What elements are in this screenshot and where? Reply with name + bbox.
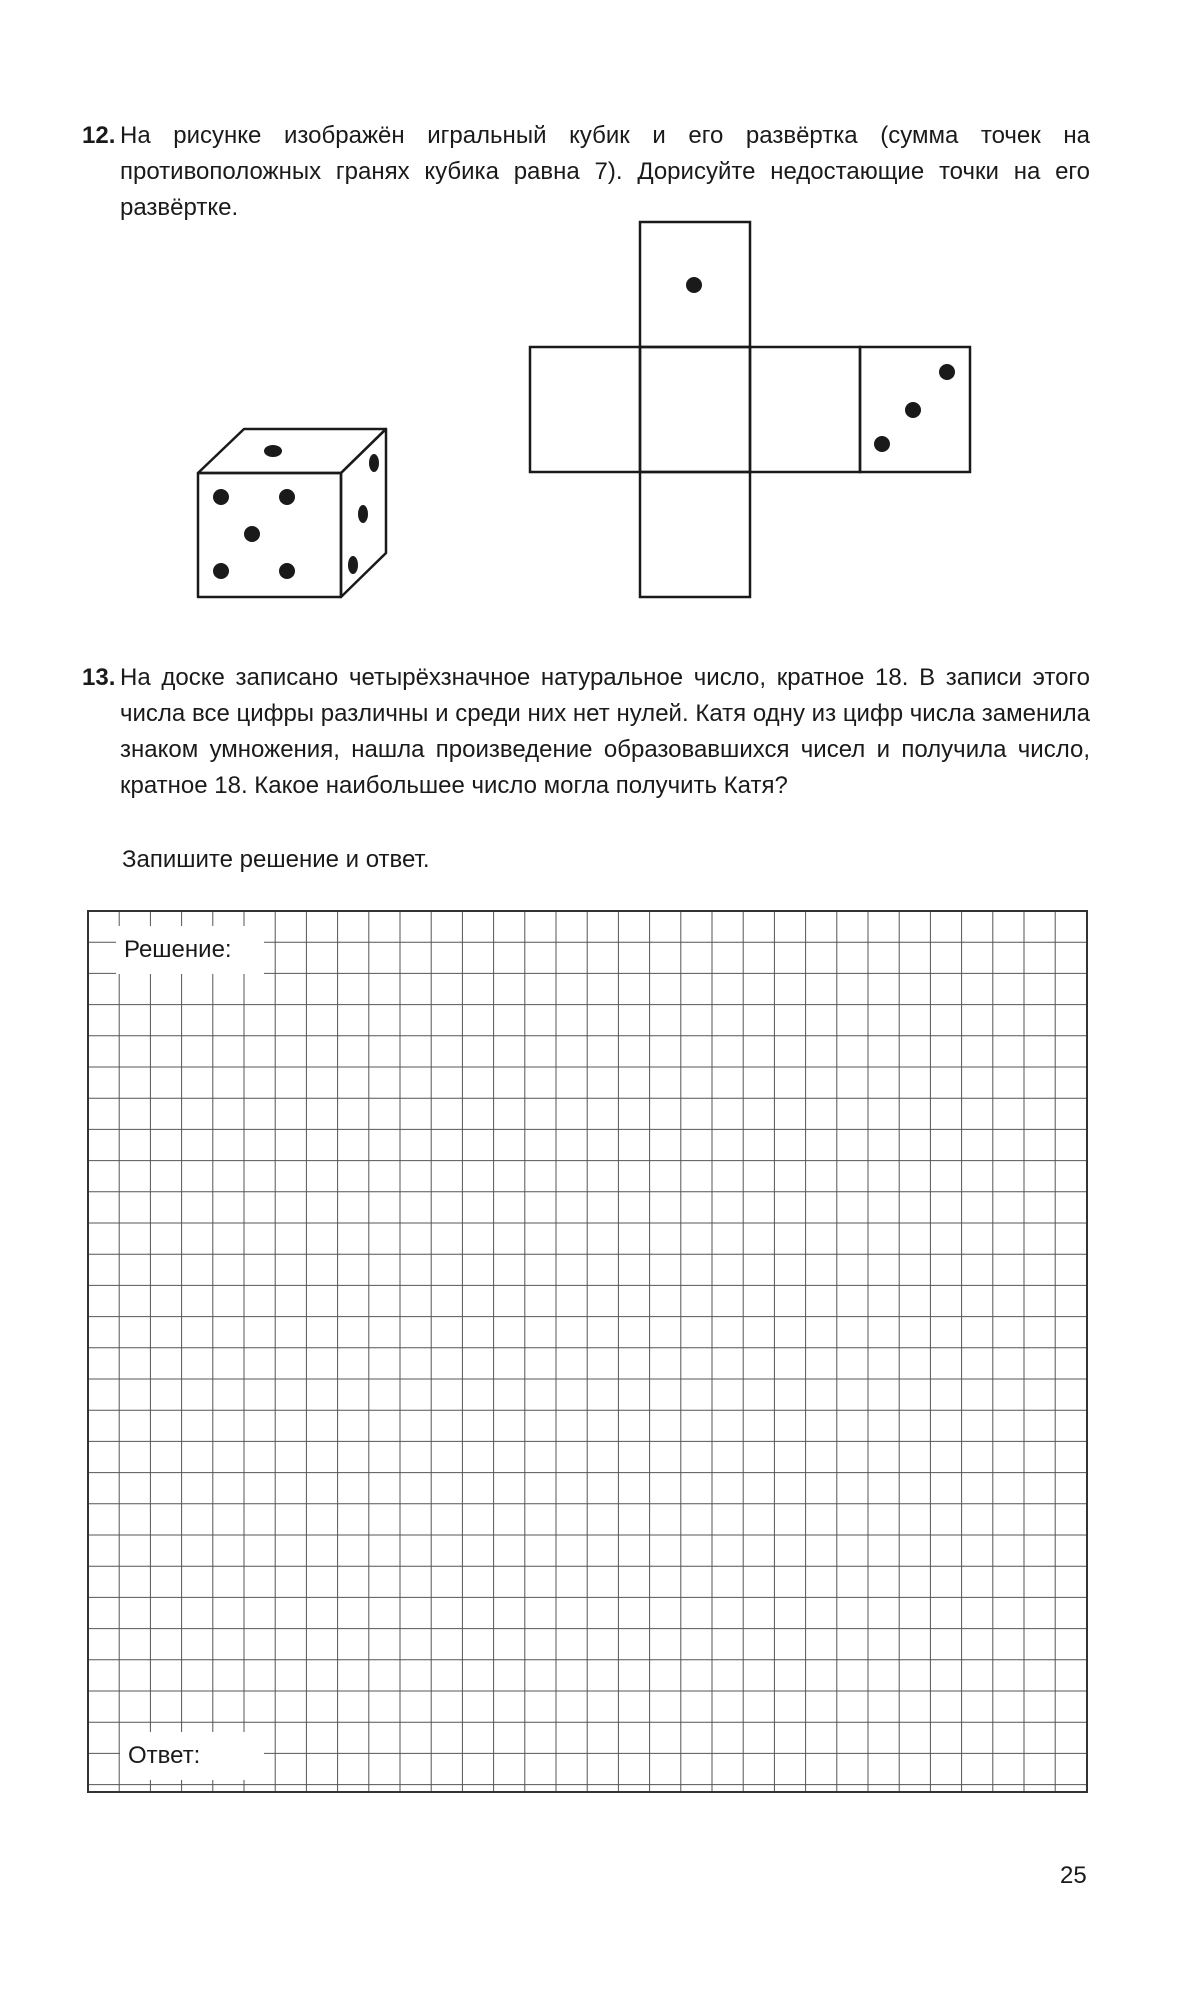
- problem-13: [82, 660, 1090, 804]
- cube-front-dot: [279, 563, 295, 579]
- cube-side-dot: [358, 505, 368, 523]
- net-dot: [939, 364, 955, 380]
- cube-front-dot: [213, 563, 229, 579]
- cube-side-dot: [348, 556, 358, 574]
- cube-front-dot: [213, 489, 229, 505]
- page-number: 25: [1060, 1862, 1087, 1889]
- net-dot: [874, 436, 890, 452]
- cube-front-dot: [279, 489, 295, 505]
- net-dots: [686, 277, 955, 452]
- problem-number: 13.: [82, 664, 116, 691]
- net-face-right: [750, 347, 860, 472]
- answer-label: Ответ:: [120, 1732, 264, 1780]
- dice-net: [530, 222, 970, 597]
- net-face-center: [640, 347, 750, 472]
- solution-label: Решение:: [116, 926, 264, 974]
- cube-front-dot: [244, 526, 260, 542]
- net-face-left: [530, 347, 640, 472]
- instruction-text: Запишите решение и ответ.: [122, 846, 430, 873]
- problem-text: На доске записано четырёхзначное натуральное число, кратное 18. В записи этого числа все цифры различны и среди них нет нулей. Катя одну из цифр числа заменила знаком умножения, нашла произведение образовавшихся чисел и получила число, кратное 18. Какое наибольшее число могла получить Катя?: [120, 664, 1090, 799]
- cube-dots: [213, 445, 379, 579]
- problem-number: 12.: [82, 122, 116, 149]
- problem-text: На рисунке изображён игральный кубик и его развёртка (сумма точек на противоположных гранях кубика равна 7). Дорисуйте недостающие точки на его развёртке.: [120, 122, 1090, 221]
- cube-side-dot: [369, 454, 379, 472]
- net-dot: [686, 277, 702, 293]
- cube-top-dot: [264, 445, 282, 457]
- answer-grid: [88, 911, 1087, 1792]
- net-dot: [905, 402, 921, 418]
- net-face-bottom: [640, 472, 750, 597]
- cube-top-face: [198, 429, 386, 473]
